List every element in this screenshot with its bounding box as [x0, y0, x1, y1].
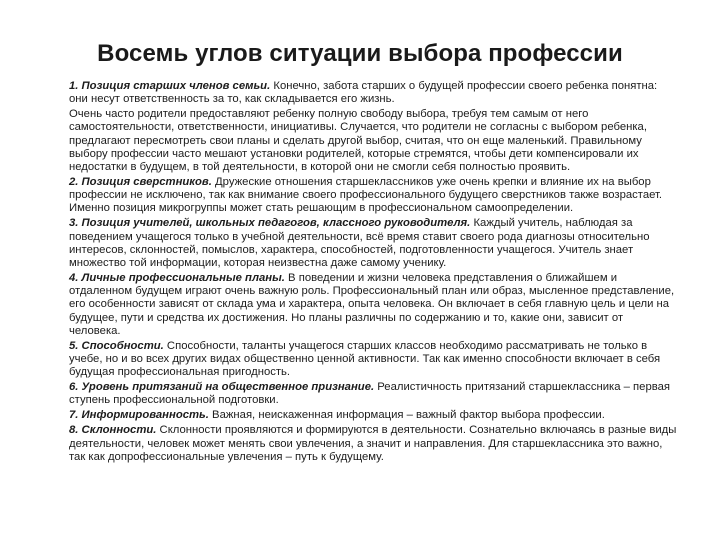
paragraph-awareness	[69, 409, 677, 422]
paragraph-text: В поведении и жизни человека представления о ближайшем и отдаленном будущем играют очень важную роль. Профессиональный план или образ, мысленное представление, его особенности зависят от склада ума и характера, опыта человека. Он включает в себя главную цель и цели на будущее, пути и средства их достижения. Но планы различны по содержанию и то, какие они, зависит от человека.	[69, 272, 675, 337]
paragraph-text: Очень часто родители предоставляют ребенку полную свободу выбора, требуя тем самым от него самостоятельности, ответственности, инициативы. Случается, что родители не согласны с выбором ребенка, предлагают пересмотреть свои планы и сделать другой выбор, считая, что он еще маленький. Правильному выбору профессии часто мешают установки родителей, которые стремятся, чтобы дети компенсировали их недостатки в будущем, в той деятельности, в которой они не смогли себя полностью проявить.	[69, 108, 647, 174]
paragraph-text: Способности, таланты учащегося старших классов необходимо рассматривать не только в учебе, но и во всех других видах общественно ценной активности. Так как именно способности включает в себя будущая профессиональная пригодность.	[69, 339, 661, 379]
paragraph-heading: 1. Позиция старших членов семьи.	[69, 80, 271, 92]
paragraph-peers-position	[69, 176, 677, 216]
paragraph-abilities	[69, 340, 677, 380]
paragraph-text: Склонности проявляются и формируются в деятельности. Сознательно включаясь в разные виды деятельности, человек может менять свои увлечения, а значит и направления. Для старшеклассника это важно, так как допрофессиональные увлечения – путь к будущему.	[69, 424, 677, 463]
paragraph-personal-plans	[69, 272, 677, 338]
paragraph-text: Важная, неискаженная информация – важный фактор выбора профессии.	[208, 409, 605, 422]
paragraph-heading: 5. Способности.	[69, 339, 164, 352]
paragraph-aspirations	[69, 381, 677, 407]
paragraph-text: Каждый учитель, наблюдая за поведением учащегося только в учебной деятельности, всё время ставит своего рода диагнозы относительно интересов, склонностей, помыслов, характера, способностей, подготовленности учащегося. Учитель знает множество той информации, которая неизвестна даже самому ученику.	[69, 217, 650, 270]
paragraph-text: Реалистичность притязаний старшеклассника – первая ступень профессиональной подготовки.	[69, 381, 671, 407]
paragraph-heading: 2. Позиция сверстников.	[69, 176, 212, 189]
paragraph-parents-choice	[69, 108, 677, 174]
paragraph-heading: 7. Информированность.	[69, 409, 209, 422]
paragraph-family-position	[69, 80, 677, 106]
paragraph-teachers-position	[69, 217, 677, 270]
paragraph-text: Конечно, забота старших о будущей профессии своего ребенка понятна: они несут ответственность за то, как складывается его жизнь.	[69, 80, 658, 106]
paragraph-heading: 4. Личные профессиональные планы.	[69, 272, 285, 285]
paragraph-heading: 8. Склонности.	[69, 424, 157, 437]
slide-title: Восемь углов ситуации выбора профессии	[97, 40, 623, 67]
paragraph-inclinations	[69, 424, 677, 464]
slide-body	[69, 80, 677, 466]
paragraph-text: Дружеские отношения старшеклассников уже очень крепки и влияние их на выбор профессии не исключено, так как внимание своего профессионального будущего сверстников также возрастает. Именно позиция микрогруппы может стать решающим в профессиональном самоопределении.	[69, 176, 663, 215]
paragraph-heading: 3. Позиция учителей, школьных педагогов, классного руководителя.	[69, 217, 471, 230]
paragraph-heading: 6. Уровень притязаний на общественное признание.	[69, 381, 375, 394]
